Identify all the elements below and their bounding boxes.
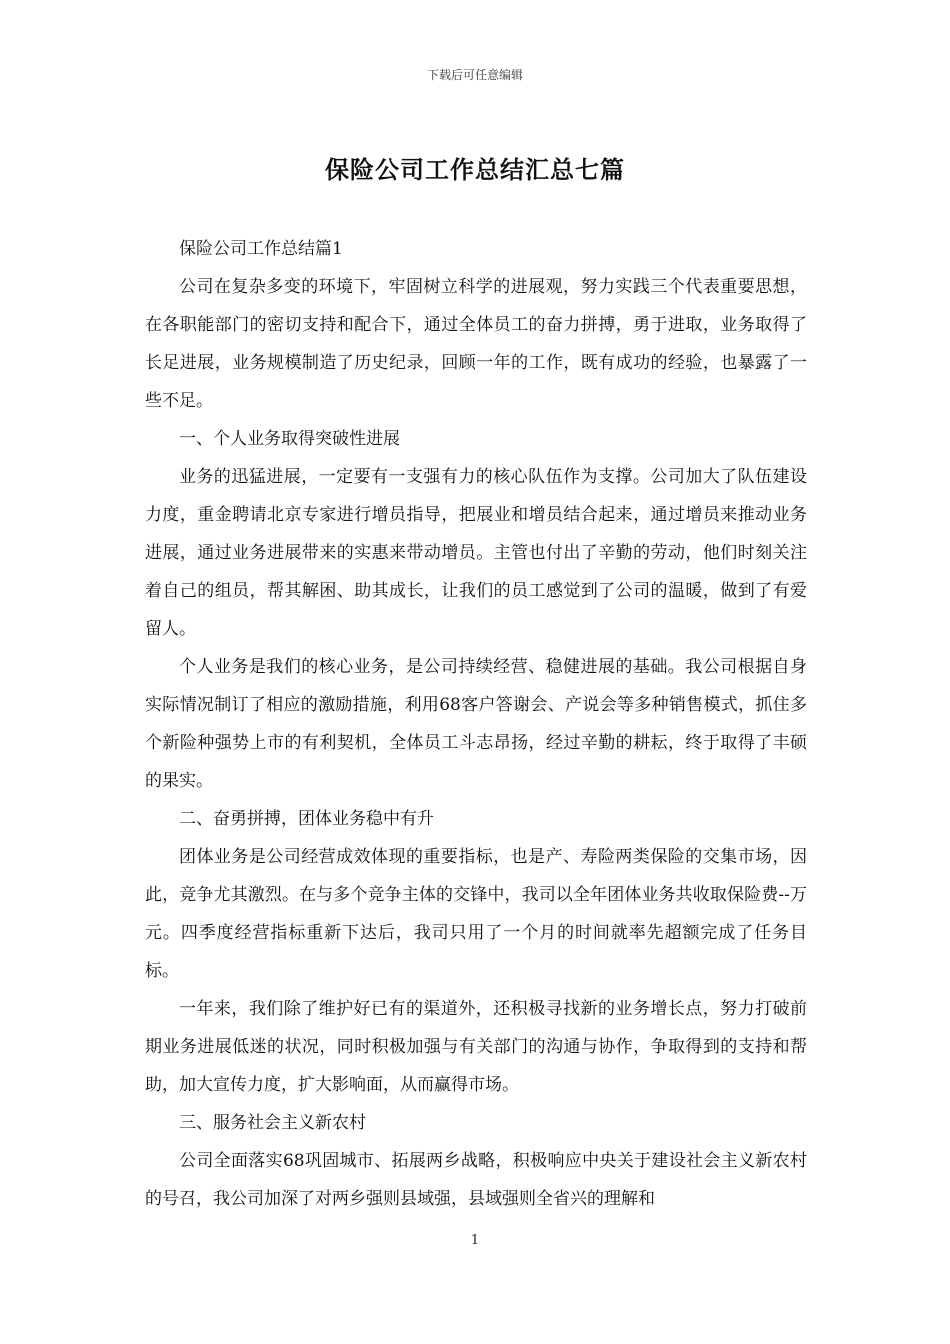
page-header-note: 下载后可任意编辑: [426, 68, 523, 82]
section-heading: 一、个人业务取得突破性进展: [179, 429, 400, 449]
section-heading: 二、奋勇拼搏，团体业务稳中有升: [179, 809, 434, 829]
section-heading: 保险公司工作总结篇1: [179, 239, 343, 259]
body-paragraph: 个人业务是我们的核心业务，是公司持续经营、稳健进展的基础。我公司根据自身实际情况制订了相应的激励措施，利用68客户答谢会、产说会等多种销售模式，抓住多个新险种强势上市的有利契机，全体员工斗志昂扬，经过辛勤的耕耘，终于取得了丰硕的果实。: [145, 657, 807, 791]
body-paragraph: 公司全面落实68巩固城市、拓展两乡战略，积极响应中央关于建设社会主义新农村的号召，我公司加深了对两乡强则县域强，县域强则全省兴的理解和: [145, 1151, 807, 1209]
document-title: 保险公司工作总结汇总七篇: [325, 155, 625, 184]
body-paragraph: 一年来，我们除了维护好已有的渠道外，还积极寻找新的业务增长点，努力打破前期业务进展低迷的状况，同时积极加强与有关部门的沟通与协作，争取得到的支持和帮助，加大宣传力度，扩大影响面，从而赢得市场。: [145, 999, 807, 1095]
section-heading: 三、服务社会主义新农村: [179, 1113, 366, 1133]
body-paragraph: 团体业务是公司经营成效体现的重要指标，也是产、寿险两类保险的交集市场，因此，竞争尤其激烈。在与多个竞争主体的交锋中，我司以全年团体业务共收取保险费--万元。四季度经营指标重新下达后，我司只用了一个月的时间就率先超额完成了任务目标。: [145, 847, 807, 981]
body-paragraph: 公司在复杂多变的环境下，牢固树立科学的进展观，努力实践三个代表重要思想，在各职能部门的密切支持和配合下，通过全体员工的奋力拼搏，勇于进取，业务取得了长足进展，业务规模制造了历史纪录，回顾一年的工作，既有成功的经验，也暴露了一些不足。: [145, 277, 807, 411]
document-body: [145, 230, 807, 1218]
page-number: 1: [470, 1233, 480, 1248]
body-paragraph: 业务的迅猛进展，一定要有一支强有力的核心队伍作为支撑。公司加大了队伍建设力度，重金聘请北京专家进行增员指导，把展业和增员结合起来，通过增员来推动业务进展，通过业务进展带来的实惠来带动增员。主管也付出了辛勤的劳动，他们时刻关注着自己的组员，帮其解困、助其成长，让我们的员工感觉到了公司的温暖，做到了有爱留人。: [145, 467, 807, 639]
